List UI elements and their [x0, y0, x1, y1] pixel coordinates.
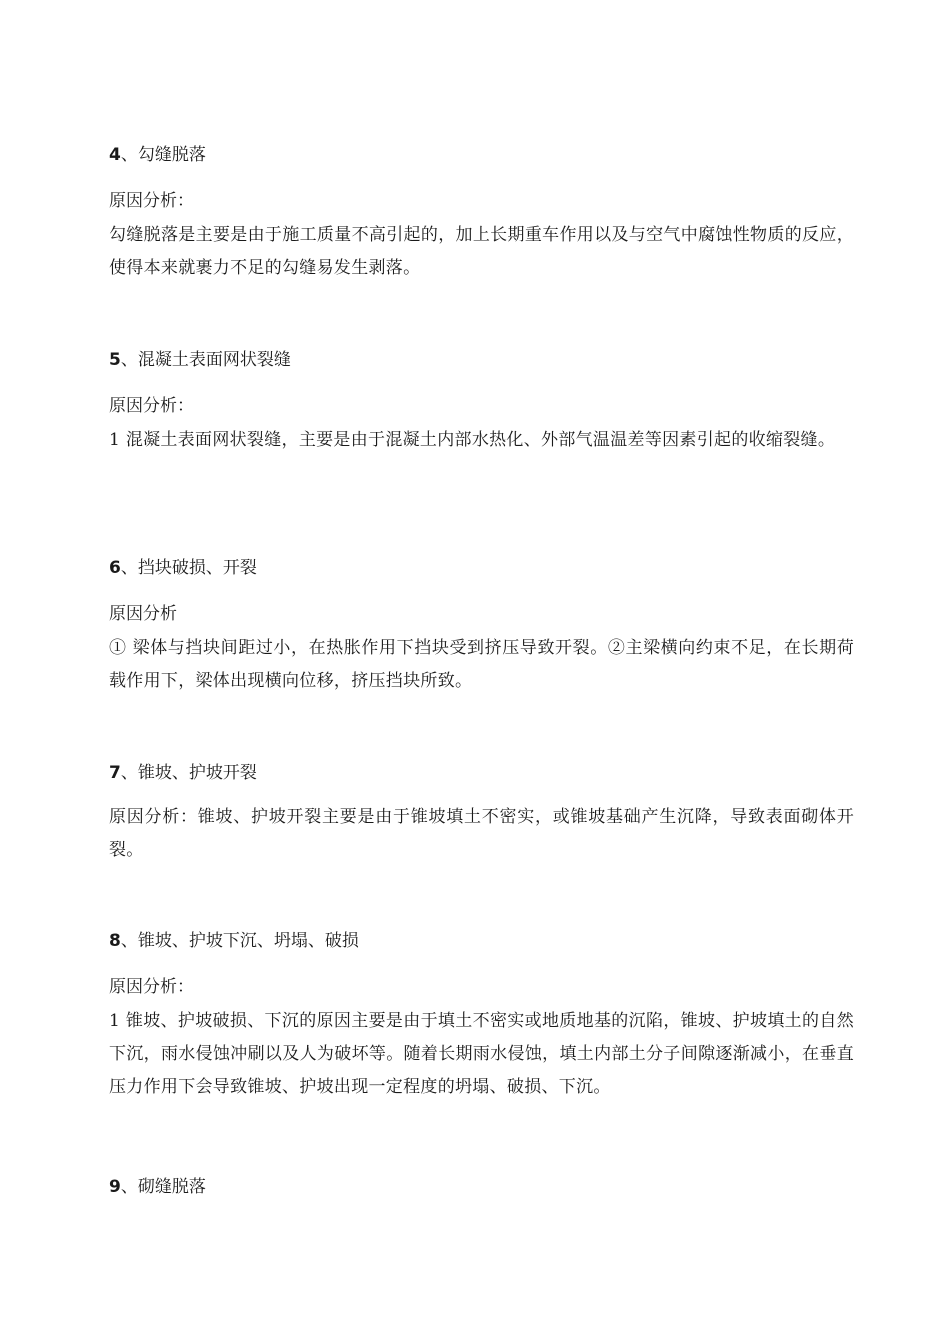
- analysis-text: 勾缝脱落是主要是由于施工质量不高引起的，加上长期重车作用以及与空气中腐蚀性物质的反应，使得本来就裹力不足的勾缝易发生剥落。: [109, 225, 854, 278]
- analysis-text: 1 锥坡、护坡破损、下沉的原因主要是由于填土不密实或地质地基的沉陷，锥坡、护坡填土的自然下沉，雨水侵蚀冲刷以及人为破坏等。随着长期雨水侵蚀，填土内部土分子间隙逐渐减小，在垂直压力作用下会导致锥坡、护坡出现一定程度的坍塌、破损、下沉。: [109, 1011, 854, 1097]
- analysis-text: ① 梁体与挡块间距过小，在热胀作用下挡块受到挤压导致开裂。②主梁横向约束不足，在长期荷载作用下，梁体出现横向位移，挤压挡块所致。: [109, 638, 854, 691]
- section-number: 8: [109, 931, 121, 951]
- analysis-label: 原因分析：: [109, 396, 194, 416]
- section-6: [109, 556, 854, 698]
- section-number: 9: [109, 1177, 121, 1197]
- section-title: 、锥坡、护坡开裂: [120, 763, 257, 783]
- document-page: [109, 0, 854, 1344]
- section-heading: [109, 143, 854, 167]
- section-title: 、挡块破损、开裂: [120, 558, 257, 578]
- analysis-text: 1 混凝土表面网状裂缝，主要是由于混凝土内部水热化、外部气温温差等因素引起的收缩裂缝。: [109, 430, 836, 450]
- section-number: 7: [109, 763, 121, 783]
- section-4: [109, 143, 854, 285]
- section-title: 、混凝土表面网状裂缝: [120, 350, 291, 370]
- section-heading: [109, 556, 854, 580]
- section-number: 5: [109, 350, 121, 370]
- section-5: [109, 348, 854, 457]
- section-number: 6: [109, 558, 121, 578]
- section-heading: [109, 1175, 854, 1199]
- section-title: 、锥坡、护坡下沉、坍塌、破损: [120, 931, 359, 951]
- analysis-text: 原因分析：锥坡、护坡开裂主要是由于锥坡填土不密实，或锥坡基础产生沉降，导致表面砌体开裂。: [109, 807, 854, 860]
- analysis-label: 原因分析：: [109, 191, 194, 211]
- analysis-label: 原因分析：: [109, 977, 194, 997]
- section-heading: [109, 761, 854, 785]
- analysis-label: 原因分析: [109, 604, 177, 624]
- section-heading: [109, 348, 854, 372]
- section-title: 、砌缝脱落: [120, 1177, 206, 1197]
- section-7: [109, 761, 854, 867]
- section-title: 、勾缝脱落: [120, 145, 206, 165]
- section-heading: [109, 929, 854, 953]
- section-number: 4: [109, 145, 121, 165]
- section-9: [109, 1175, 854, 1199]
- section-8: [109, 929, 854, 1104]
